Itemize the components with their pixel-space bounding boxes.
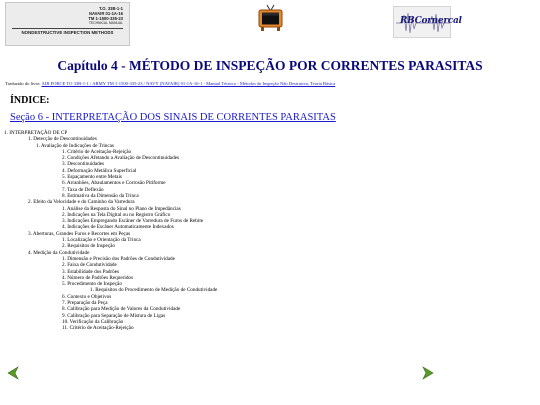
arrow-right-icon[interactable]	[421, 366, 435, 380]
manual-code-tm: TM 1-1500-335-23	[88, 16, 123, 21]
arrow-left-icon[interactable]	[6, 366, 20, 380]
toc-item: 3. Estabilidade dos Padrões	[62, 268, 120, 275]
cover-divider	[12, 28, 123, 29]
toc-item: 1. Critério de Aceitação-Rejeição	[62, 148, 132, 155]
translated-prefix: Traduzido do livro:	[5, 81, 42, 86]
toc-item: 8. Calibração para Medição de Valores da Condutividade	[62, 306, 181, 313]
toc-item: 2. Efeito da Velocidade e do Caminho da Varredura	[28, 199, 135, 206]
toc-item: 6. Contexto e Objetivos	[62, 293, 112, 300]
toc-item: 6. Arranhões, Abaulamentos e Corrosão Pitiforme	[62, 180, 166, 187]
toc-item: 2. Indicações na Tela Digital ou no Registro Gráfico	[62, 211, 171, 218]
toc-item: 4. Deformação Metálica Superficial	[62, 167, 137, 174]
manual-codes	[88, 6, 123, 26]
toc-item: 3. Aberturas, Grandes Furos e Recortes em Peças	[28, 230, 131, 237]
toc-item: 1. Análise da Resposta do Sinal no Plano de Impedâncias	[62, 205, 181, 212]
manual-code-to: T.O. 33B-1-1	[99, 6, 123, 11]
toc-item: 7. Preparação da Peça	[62, 300, 108, 307]
toc-item: 7. Taxa de Deflexão	[62, 186, 104, 193]
toc-item: 4. Medição da Condutividade	[28, 249, 90, 256]
toc-item: 8. Estimativa da Dimensão da Trinca	[62, 192, 139, 199]
page-header	[0, 0, 540, 52]
tv-icon[interactable]	[258, 4, 283, 32]
toc-item: 11. Critério de Aceitação-Rejeição	[62, 325, 134, 332]
section-6-link[interactable]: Seção 6 - INTERPRETAÇÃO DOS SINAIS DE CORRENTES PARASITAS	[10, 112, 336, 123]
index-heading: ÍNDICE:	[10, 95, 50, 106]
toc-item: 3. Descontinuidades	[62, 161, 105, 168]
toc-item: 1. Localização e Orientação da Trinca	[62, 237, 141, 244]
chapter-title: Capítulo 4 - MÉTODO DE INSPEÇÃO POR CORRENTES PARASITAS	[57, 58, 483, 73]
manual-cover-image	[5, 2, 130, 46]
toc-item: 2. Condições Afetando a Avaliação de Descontinuidades	[62, 155, 180, 162]
toc-item: 9. Calibração para Separação de Mistura de Ligas	[62, 312, 166, 319]
table-of-contents	[4, 130, 524, 332]
toc-item: 1. Requisitos do Procedimento de Medição de Condutividade	[90, 287, 218, 294]
manual-code-navair: NAVAIR 01-1A-16	[88, 11, 123, 16]
toc-item: 2. Faixa de Condutividade	[62, 262, 117, 269]
logo-text: RBCornercal	[400, 16, 462, 26]
source-book-link[interactable]: AIR FORCE TO 33B-1-1 / ARMY TM 1-1500-335-23 / NAVY (NAVAIR) 01-1A-16-1 - Manual Técnico - Métodos de Inspeção Não Destrutiva, Teoria Básica	[41, 81, 336, 86]
rbcornercal-logo	[393, 6, 462, 38]
manual-cover-title: NONDESTRUCTIVE INSPECTION METHODS	[21, 30, 114, 35]
translated-from-line	[5, 81, 537, 86]
toc-item: 4. Indicações de Escâner Automaticamente Indexados	[62, 224, 174, 231]
toc-item: 1. Dimensão e Precisão dos Padrões de Condutividade	[62, 255, 175, 262]
toc-item: 1. Avaliação de Indicações de Trincas	[36, 142, 114, 149]
manual-type-label: TECHNICAL MANUAL	[88, 21, 123, 25]
toc-item: 5. Procedimento de Inspeção	[62, 281, 122, 288]
toc-item: 1. Detecção de Descontinuidades	[28, 136, 97, 143]
toc-item: 4. Número de Padrões Requeridos	[62, 274, 134, 281]
toc-item: 1. INTERPRETAÇÃO DE CP	[4, 130, 68, 136]
toc-item: 5. Espaçamento entre Metais	[62, 174, 122, 181]
toc-item: 10. Verificação da Calibração	[62, 318, 124, 325]
toc-item: 2. Requisitos de Inspeção	[62, 243, 116, 250]
toc-item: 3. Indicações Empregando Escâner de Varredura de Furos de Rebite	[62, 218, 204, 225]
